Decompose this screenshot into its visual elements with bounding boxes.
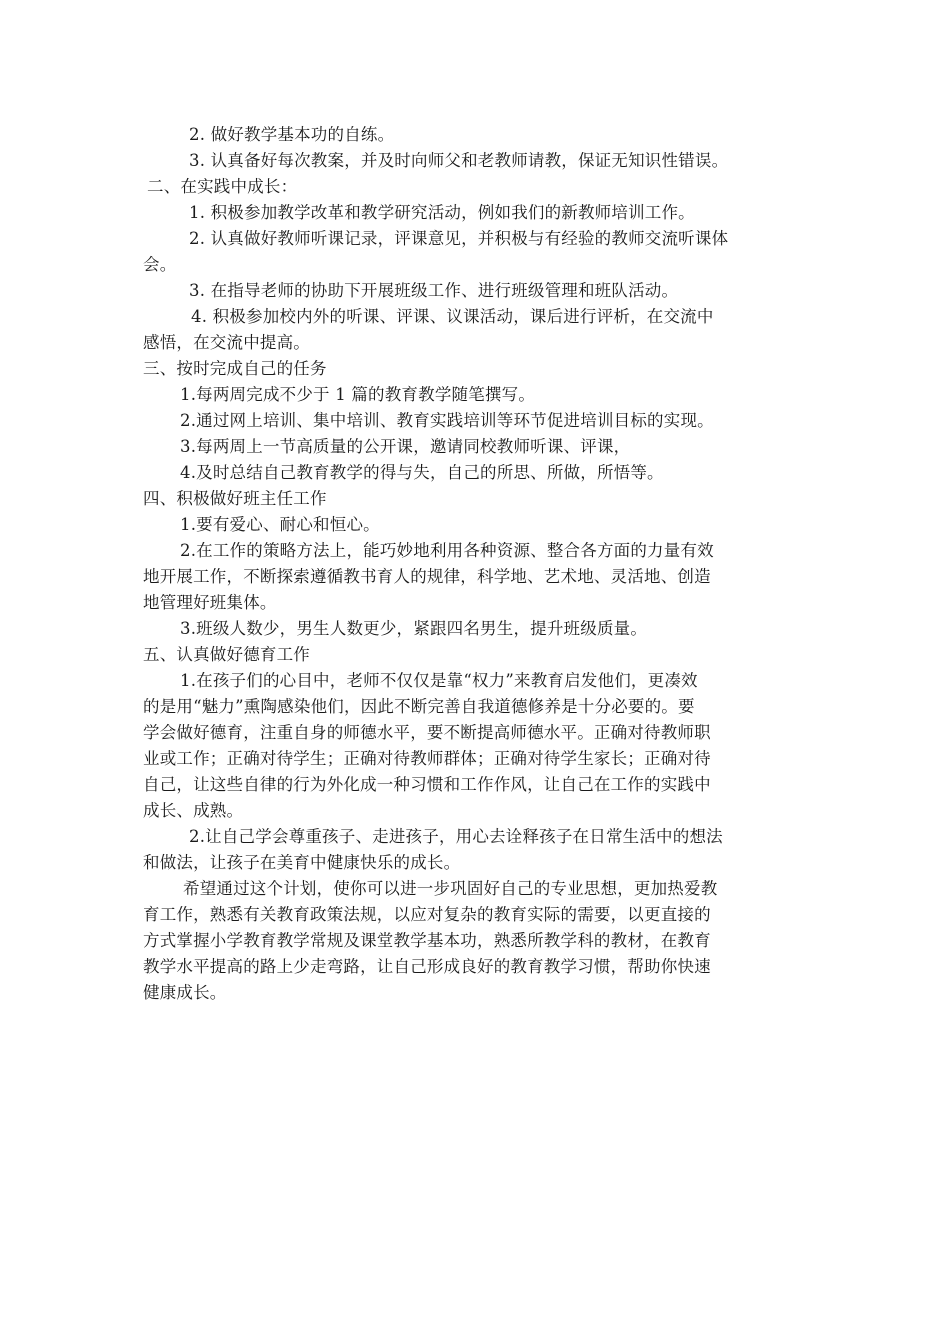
text-line: 自己，让这些自律的行为外化成一种习惯和工作作风，让自己在工作的实践中: [143, 775, 711, 794]
text-line: 方式掌握小学教育教学常规及课堂教学基本功，熟悉所教学科的教材，在教育: [143, 931, 711, 950]
text-line: 学会做好德育，注重自身的师德水平，要不断提高师德水平。正确对待教师职: [143, 723, 711, 742]
text-line: 1.要有爱心、耐心和恒心。: [180, 515, 380, 534]
text-line: 育工作，熟悉有关教育政策法规，以应对复杂的教育实际的需要，以更直接的: [143, 905, 711, 924]
section-heading: 二、在实践中成长：: [147, 177, 298, 196]
text-line: 2.通过网上培训、集中培训、教育实践培训等环节促进培训目标的实现。: [180, 411, 714, 430]
text-line: 2.在工作的策略方法上，能巧妙地利用各种资源、整合各方面的力量有效: [180, 541, 714, 560]
text-line: 1. 积极参加教学改革和教学研究活动，例如我们的新教师培训工作。: [189, 203, 695, 222]
text-line: 1.每两周完成不少于 1 篇的教育教学随笔撰写。: [180, 385, 536, 404]
text-line: 2. 认真做好教师听课记录，评课意见，并积极与有经验的教师交流听课体: [189, 229, 729, 248]
text-line: 业或工作；正确对待学生；正确对待教师群体；正确对待学生家长；正确对待: [143, 749, 711, 768]
section-heading: 三、按时完成自己的任务: [143, 359, 327, 378]
text-line: 教学水平提高的路上少走弯路，让自己形成良好的教育教学习惯，帮助你快速: [143, 957, 711, 976]
text-line: 会。: [143, 255, 177, 274]
text-line: 感悟，在交流中提高。: [143, 333, 310, 352]
text-line: 3. 认真备好每次教案，并及时向师父和老教师请教，保证无知识性错误。: [189, 151, 729, 170]
section-heading: 五、认真做好德育工作: [143, 645, 310, 664]
text-line: 2. 做好教学基本功的自练。: [189, 125, 395, 144]
text-line: 3. 在指导老师的协助下开展班级工作、进行班级管理和班队活动。: [189, 281, 679, 300]
text-line: 希望通过这个计划，使你可以进一步巩固好自己的专业思想，更加热爱教: [183, 879, 718, 898]
text-line: 2.让自己学会尊重孩子、走进孩子，用心去诠释孩子在日常生活中的想法: [189, 827, 723, 846]
text-line: 的是用“魅力”熏陶感染他们，因此不断完善自我道德修养是十分必要的。要: [143, 697, 695, 716]
text-line: 地开展工作，不断探索遵循教书育人的规律，科学地、艺术地、灵活地、创造: [143, 567, 711, 586]
text-line: 4.及时总结自己教育教学的得与失，自己的所思、所做，所悟等。: [180, 463, 664, 482]
text-line: 3.班级人数少，男生人数更少，紧跟四名男生，提升班级质量。: [180, 619, 648, 638]
text-line: 4. 积极参加校内外的听课、评课、议课活动，课后进行评析，在交流中: [191, 307, 714, 326]
text-line: 1.在孩子们的心目中，老师不仅仅是靠“权力”来教育启发他们，更凑效: [180, 671, 698, 690]
text-line: 3.每两周上一节高质量的公开课，邀请同校教师听课、评课，: [180, 437, 631, 456]
text-line: 和做法，让孩子在美育中健康快乐的成长。: [143, 853, 461, 872]
section-heading: 四、积极做好班主任工作: [143, 489, 327, 508]
text-line: 健康成长。: [143, 983, 227, 1002]
text-line: 成长、成熟。: [143, 801, 244, 820]
text-line: 地管理好班集体。: [143, 593, 277, 612]
